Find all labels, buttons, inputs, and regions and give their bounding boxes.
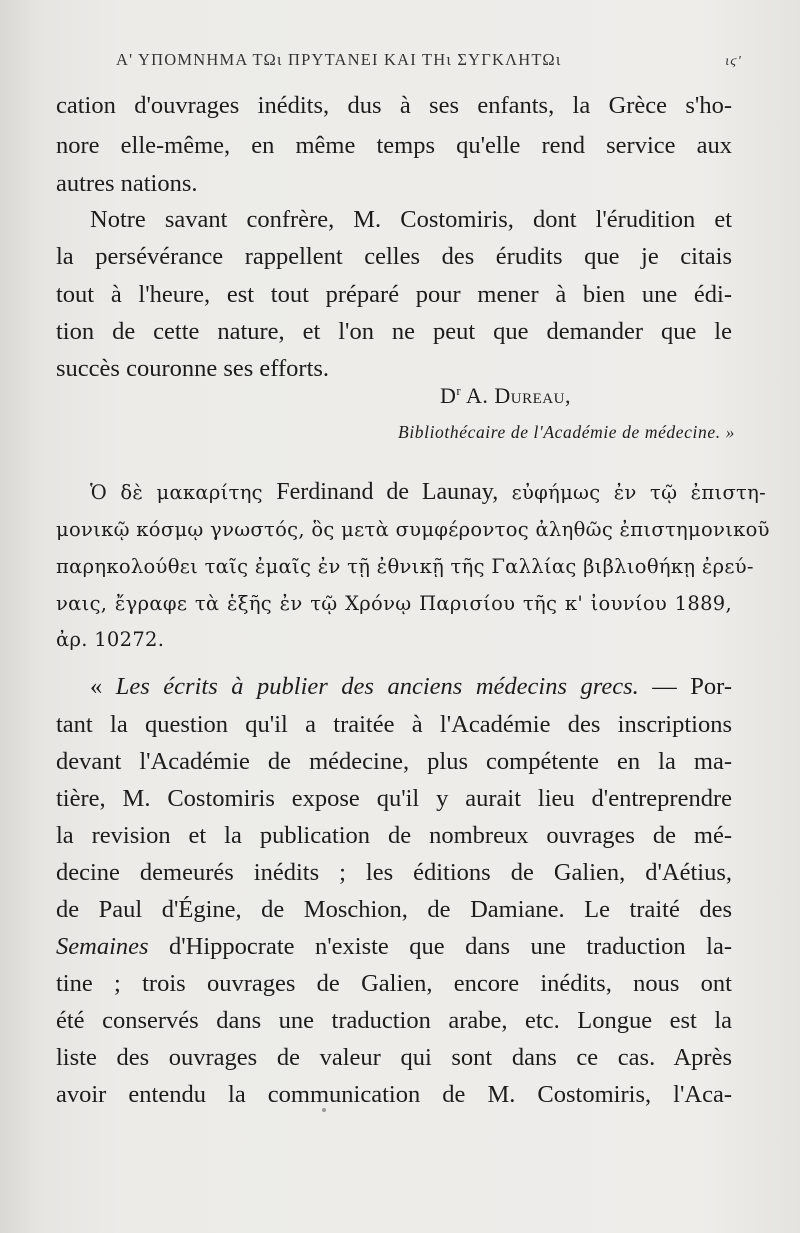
signature-role: Bibliothécaire de l'Académie de médecine. » <box>398 422 735 442</box>
text-line: Notre savant confrère, M. Costomiris, dont l'érudition et <box>90 206 732 233</box>
text-line: liste des ouvrages de valeur qui sont dans ce cas. Après <box>56 1044 732 1071</box>
ink-speck <box>322 1108 326 1112</box>
page-number: ιϛ' <box>725 54 742 69</box>
text-line: cation d'ouvrages inédits, dus à ses enfants, la Grèce s'ho- <box>56 92 732 119</box>
greek-line: ἀρ. 10272. <box>56 628 165 651</box>
greek-line: παρηκολούθει ταῖς ἐμαῖς ἐν τῇ ἐθνικῇ τῆς Γαλλίας βιβλιοθήκῃ ἐρεύ- <box>56 555 754 578</box>
text-line: de Paul d'Égine, de Moschion, de Damiane. Le traité des <box>56 896 732 923</box>
text-line: tout à l'heure, est tout préparé pour mener à bien une édi- <box>56 281 732 308</box>
text-line: la revision et la publication de nombreux ouvrages de mé- <box>56 822 732 849</box>
greek-line: μονικῷ κόσμῳ γνωστός, ὃς μετὰ συμφέροντος ἀληθῶς ἐπιστημονικοῦ <box>56 518 770 541</box>
text-line: tière, M. Costomiris expose qu'il y aurait lieu d'entreprendre <box>56 785 732 812</box>
greek-line: ναις, ἔγραφε τὰ ἑξῆς ἐν τῷ Χρόνῳ Παρισίου τῆς κ' ἰουνίου 1889, <box>56 592 732 615</box>
text-line: la persévérance rappellent celles des érudits que je citais <box>56 243 732 270</box>
text-line: devant l'Académie de médecine, plus compétente en la ma- <box>56 748 732 775</box>
text-line: nore elle-même, en même temps qu'elle rend service aux <box>56 132 732 159</box>
running-header <box>92 50 742 80</box>
text-line: autres nations. <box>56 170 198 197</box>
running-title: Α' ΥΠΟΜΝΗΜΑ ΤΩι ΠΡΥΤΑΝΕΙ ΚΑΙ ΤΗι ΣΥΓΚΛΗΤΩι <box>116 50 562 69</box>
text-line: succès couronne ses efforts. <box>56 355 330 382</box>
text-line: été conservés dans une traduction arabe, etc. Longue est la <box>56 1007 732 1034</box>
text-line: decine demeurés inédits ; les éditions de Galien, d'Aétius, <box>56 859 732 886</box>
text-line: tine ; trois ouvrages de Galien, encore inédits, nous ont <box>56 970 732 997</box>
text-line: tion de cette nature, et l'on ne peut que demander que le <box>56 318 732 345</box>
greek-line: Ὁ δὲ μακαρίτης Ferdinand de Launay, εὐφήμως ἐν τῷ ἐπιστη- <box>90 479 767 505</box>
text-line: Semaines d'Hippocrate n'existe que dans une traduction la- <box>56 933 732 960</box>
text-line: tant la question qu'il a traitée à l'Académie des inscriptions <box>56 711 732 738</box>
signature-name: $D^r$ A. Dureau, <box>440 383 571 408</box>
text-line: « Les écrits à publier des anciens médecins grecs. — Por- <box>90 673 733 700</box>
text-line: avoir entendu la communication de M. Costomiris, l'Aca- <box>56 1081 732 1108</box>
